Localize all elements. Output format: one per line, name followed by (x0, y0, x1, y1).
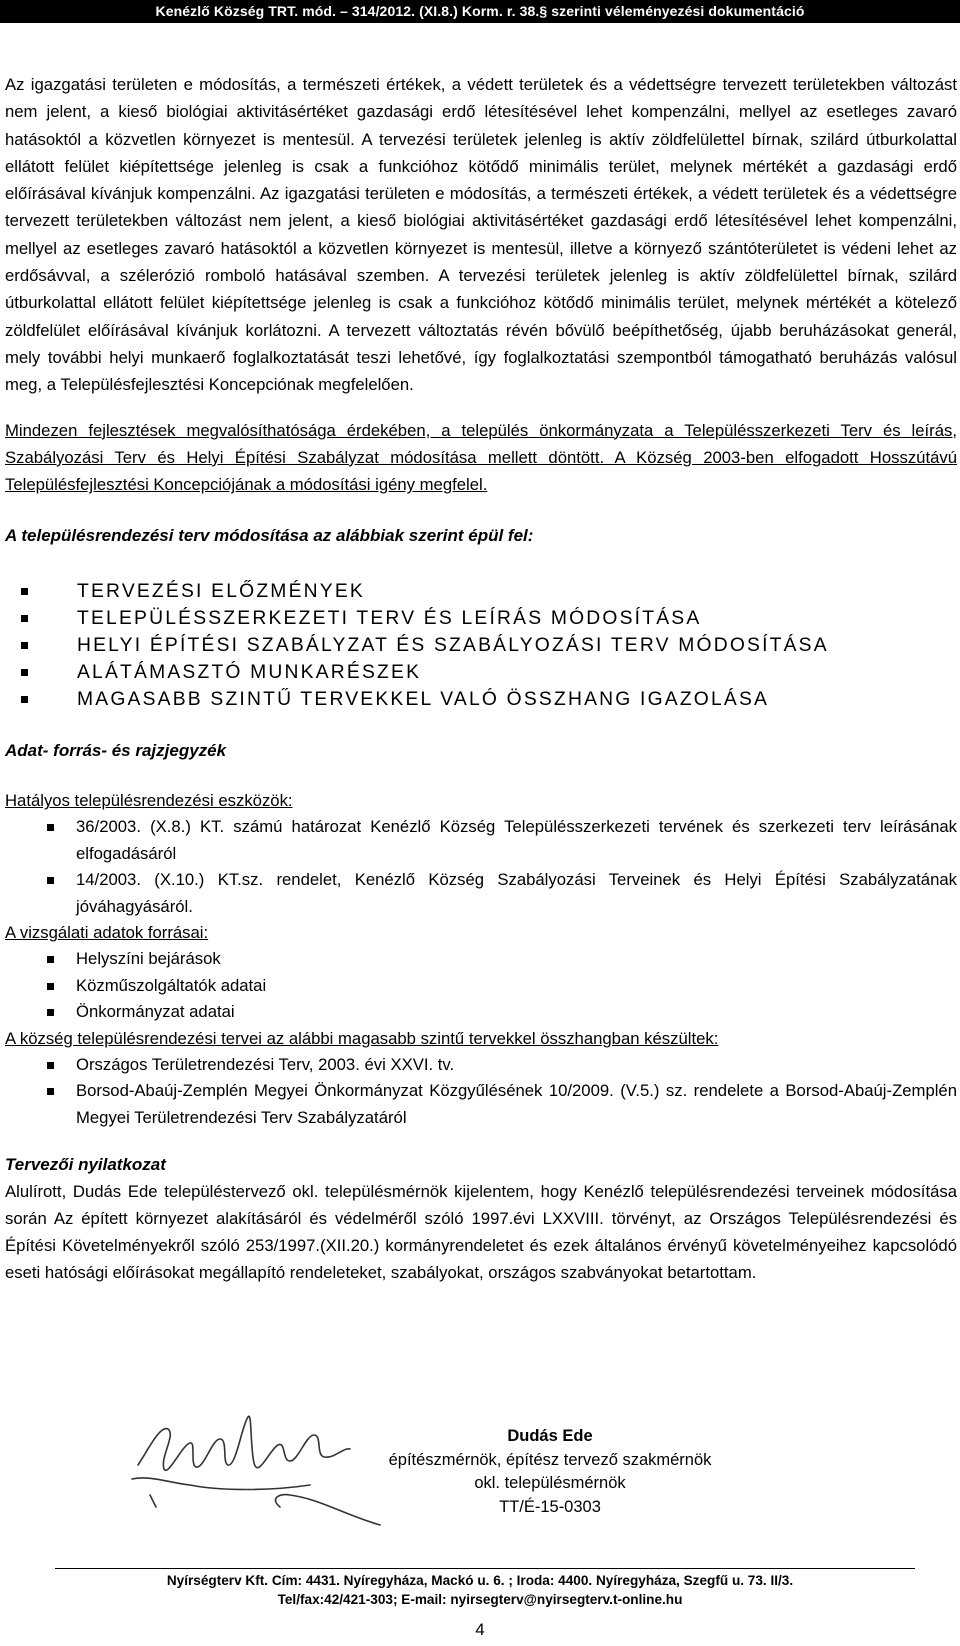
list-item (5, 973, 957, 1000)
signer-name: Dudás Ede (507, 1427, 593, 1445)
document-body (5, 71, 957, 1286)
list-item (5, 814, 957, 867)
data-sources-heading: Adat- forrás- és rajzjegyzék (5, 741, 227, 761)
structure-item (11, 578, 957, 605)
header-title: Kenézlő Község TRT. mód. – 314/2012. (XI.8.) Korm. r. 38.§ szerinti véleményezési dokumentáció (155, 3, 805, 19)
square-bullet-icon (47, 956, 54, 963)
list-item-text: 14/2003. (X.10.) KT.sz. rendelet, Kenézlő Község Szabályozási Terveinek és Helyi Építési Szabályzatának jóváhagyásáról. (76, 870, 957, 916)
structure-item-label: HELYI ÉPÍTÉSI SZABÁLYZAT ÉS SZABÁLYOZÁSI TERV MÓDOSÍTÁSA (77, 635, 829, 657)
designer-statement-heading: Tervezői nyilatkozat (5, 1155, 166, 1175)
structure-item-label: TELEPÜLÉSSZERKEZETI TERV ÉS LEÍRÁS MÓDOSÍTÁSA (77, 608, 702, 630)
list-item-text: Borsod-Abaúj-Zemplén Megyei Önkormányzat Közgyűlésének 10/2009. (V.5.) sz. rendelete a Borsod-Abaúj-Zemplén Megyei Területrendezési Terv Szabályzatáról (76, 1081, 957, 1127)
square-bullet-icon (21, 669, 28, 676)
square-bullet-icon (47, 1062, 54, 1069)
section-title-survey-sources: A vizsgálati adatok forrásai: (5, 923, 209, 943)
square-bullet-icon (21, 696, 28, 703)
square-bullet-icon (47, 877, 54, 884)
list-item-text: Országos Területrendezési Terv, 2003. évi XXVI. tv. (76, 1054, 455, 1074)
intro-paragraph: Az igazgatási területen e módosítás, a természeti értékek, a védett területek és a védettségre tervezett területekben változást nem jelent, a kieső biológiai aktivitásértéket gazdasági erdő létesítésével lehet kompenzálni, mellyel az esetleges zavaró hatásoktól a közvetlen környezet is mentesül. A tervezési területek jelenleg is aktív zöldfelülettel bírnak, szilárd útburkolattal ellátott felület kiépítettsége jelenleg is csak a funkcióhoz kötődő minimális terület, melynek mértékét a gazdasági erdő előírásával kívánjuk kompenzálni. Az igazgatási területen e módosítás, a természeti értékek, a védett területek és a védettségre tervezett területekben változást nem jelent, a kieső biológiai aktivitásértéket gazdasági erdő létesítésével lehet kompenzálni, mellyel az esetleges zavaró hatásoktól a közvetlen környezet is mentesül, illetve a környező szántóterületet is védeni lehet az erdősávval, a szélerózió romboló hatásával szemben. A tervezési területek jelenleg is aktív zöldfelülettel bírnak, szilárd útburkolattal ellátott felület kiépítettsége jelenleg is csak a funkcióhoz kötődő minimális terület, melynek mértékét a kötelező zöldfelület előírásával kívánjuk korlátozni. A tervezett változtatás révén bővülő beépíthetőség, újabb beruházásokat generál, mely további helyi munkaerő foglalkoztatását teszi lehetővé, így foglalkoztatási szempontból támogatható beruházás valósul meg, a Településfejlesztési Koncepciónak megfelelően. (5, 75, 957, 395)
list-item (5, 999, 957, 1026)
signer-license-id: TT/É-15-0303 (499, 1497, 601, 1516)
square-bullet-icon (21, 615, 28, 622)
square-bullet-icon (47, 1009, 54, 1016)
list-item (5, 1052, 957, 1079)
designer-statement: Alulírott, Dudás Ede településtervező okl. településmérnök kijelentem, hogy Kenézlő településrendezési terveinek módosítása során Az épített környezet alakításáról és védelméről szóló 1997.évi LXXVIII. törvényt, az Országos Településrendezési és Építési Követelményekről szóló 253/1997.(XII.20.) kormányrendeletet és ezek általános érvényű követelményeihez kapcsolódó eseti hatósági előírásokat megállapító rendeleteket, szabályokat, országos szabványokat betartottam. (5, 1182, 957, 1283)
decision-paragraph: Mindezen fejlesztések megvalósíthatósága érdekében, a település önkormányzata a Településszerkezeti Terv és leírás, Szabályozási Terv és Helyi Építési Szabályzat módosítása mellett döntött. A Község 2003-ben elfogadott Hosszútávú Településfejlesztési Koncepciójának a módosítási igény megfelel. (5, 420, 957, 495)
structure-item-label: TERVEZÉSI ELŐZMÉNYEK (77, 581, 365, 603)
current-plans-list (5, 814, 957, 920)
list-item-text: 36/2003. (X.8.) KT. számú határozat Kenézlő Község Településszerkezeti tervének és szerkezeti terv leírásának elfogadásáról (76, 817, 957, 863)
list-item (5, 867, 957, 920)
list-item (5, 1078, 957, 1131)
footer-address: Nyírségterv Kft. Cím: 4431. Nyíregyháza, Mackó u. 6. ; Iroda: 4400. Nyíregyháza, Szegfű u. 73. II/3. (166, 1573, 794, 1588)
structure-item (11, 605, 957, 632)
structure-heading: A településrendezési terv módosítása az alábbiak szerint épül fel: (5, 526, 534, 546)
structure-item (11, 659, 957, 686)
higher-plans-list (5, 1052, 957, 1132)
document-header (0, 0, 960, 23)
section-title-current-plans: Hatályos településrendezési eszközök: (5, 791, 293, 811)
square-bullet-icon (21, 588, 28, 595)
signer-title: építészmérnök, építész tervező szakmérnök (388, 1450, 712, 1469)
survey-sources-list (5, 946, 957, 1026)
structure-item (11, 632, 957, 659)
square-bullet-icon (21, 642, 28, 649)
structure-item-label: MAGASABB SZINTŰ TERVEKKEL VALÓ ÖSSZHANG IGAZOLÁSA (77, 689, 770, 711)
section-title-higher-plans: A község településrendezési tervei az alábbi magasabb szintű tervekkel összhangban készültek: (5, 1028, 719, 1048)
structure-list (5, 578, 957, 713)
footer-divider (55, 1568, 915, 1569)
list-item-text: Helyszíni bejárások (76, 949, 221, 969)
list-item-text: Közműszolgáltatók adatai (76, 975, 267, 995)
page-number: 4 (475, 1620, 485, 1639)
square-bullet-icon (47, 1088, 54, 1095)
square-bullet-icon (47, 983, 54, 990)
signer-degree: okl. településmérnök (474, 1474, 626, 1492)
page-footer (0, 1571, 960, 1609)
structure-item-label: ALÁTÁMASZTÓ MUNKARÉSZEK (77, 662, 422, 684)
list-item (5, 946, 957, 973)
list-item-text: Önkormányzat adatai (76, 1002, 235, 1022)
signature-block (360, 1425, 740, 1519)
footer-contact: Tel/fax:42/421-303; E-mail: nyirsegterv@nyirsegterv.t-online.hu (277, 1592, 683, 1607)
square-bullet-icon (47, 824, 54, 831)
structure-item (11, 686, 957, 713)
